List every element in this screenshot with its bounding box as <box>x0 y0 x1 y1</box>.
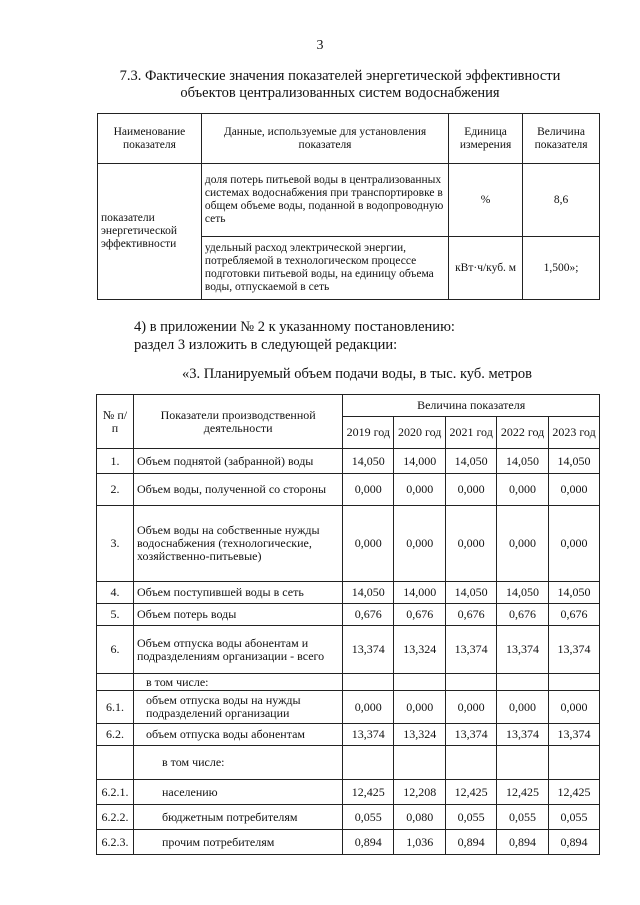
row-value: 0,000 <box>394 691 446 724</box>
row-value: 14,000 <box>394 449 446 474</box>
t1-row1-data: доля потерь питьевой воды в централизованных системах водоснабжения при транспортировке в общем объеме воды, поданной в водопроводную сеть <box>201 164 448 237</box>
row-value: 13,374 <box>549 724 600 746</box>
row-value: 0,000 <box>446 474 497 506</box>
row-value: 14,050 <box>497 582 549 604</box>
t2-year-2022: 2022 год <box>497 417 549 449</box>
t2-header-name: Показатели производственной деятельности <box>133 395 342 449</box>
row-value: 0,080 <box>394 805 446 830</box>
row-value: 14,050 <box>446 449 497 474</box>
t2-header-num: № п/п <box>97 395 134 449</box>
row-number: 6. <box>97 626 134 674</box>
row-indicator-name: Объем поднятой (забранной) воды <box>133 449 342 474</box>
row-indicator-name: Объем отпуска воды абонентам и подразделениям организации - всего <box>133 626 342 674</box>
row-value <box>549 746 600 780</box>
row-value: 12,425 <box>446 780 497 805</box>
t1-indicator-name: показатели энергетической эффективности <box>98 164 202 300</box>
row-value: 14,050 <box>497 449 549 474</box>
row-value: 14,050 <box>343 449 394 474</box>
page-number: 3 <box>316 38 324 53</box>
row-value: 12,208 <box>394 780 446 805</box>
table-row <box>97 691 600 724</box>
row-value <box>394 746 446 780</box>
row-value: 0,000 <box>394 506 446 582</box>
t2-year-2023: 2023 год <box>549 417 600 449</box>
row-value: 13,324 <box>394 626 446 674</box>
t1-header-unit: Единица измерения <box>449 114 523 164</box>
row-value: 13,374 <box>549 626 600 674</box>
row-indicator-name: Объем потерь воды <box>133 604 342 626</box>
row-value: 0,894 <box>497 830 549 855</box>
row-value: 13,374 <box>497 626 549 674</box>
table-row <box>97 830 600 855</box>
row-value: 0,000 <box>446 691 497 724</box>
row-number: 3. <box>97 506 134 582</box>
row-value: 0,055 <box>446 805 497 830</box>
row-value: 0,000 <box>549 691 600 724</box>
row-value: 0,055 <box>549 805 600 830</box>
row-value: 13,374 <box>497 724 549 746</box>
section3-title: «3. Планируемый объем подачи воды, в тыс. куб. метров <box>182 366 532 382</box>
row-value: 0,000 <box>497 506 549 582</box>
row-value: 0,055 <box>343 805 394 830</box>
row-number: 4. <box>97 582 134 604</box>
t1-header-data: Данные, используемые для установления показателя <box>201 114 448 164</box>
row-value: 12,425 <box>497 780 549 805</box>
t1-row1-value: 8,6 <box>523 164 600 237</box>
row-indicator-name: населению <box>133 780 342 805</box>
row-value: 0,894 <box>343 830 394 855</box>
row-value: 0,000 <box>394 474 446 506</box>
row-number: 6.2.3. <box>97 830 134 855</box>
row-number <box>97 674 134 691</box>
row-value: 13,374 <box>343 724 394 746</box>
row-indicator-name: Объем поступившей воды в сеть <box>133 582 342 604</box>
row-value: 0,000 <box>497 474 549 506</box>
table-row <box>97 780 600 805</box>
row-value: 0,000 <box>549 474 600 506</box>
table-row <box>97 626 600 674</box>
table-row <box>97 506 600 582</box>
row-value: 0,055 <box>497 805 549 830</box>
row-value: 14,050 <box>446 582 497 604</box>
paragraph-line2: раздел 3 изложить в следующей редакции: <box>134 337 398 353</box>
t1-header-name: Наименование показателя <box>98 114 202 164</box>
energy-efficiency-table <box>97 113 600 300</box>
table-row <box>97 674 600 691</box>
row-indicator-name: объем отпуска воды абонентам <box>133 724 342 746</box>
row-value: 0,676 <box>446 604 497 626</box>
row-number: 6.2.2. <box>97 805 134 830</box>
row-indicator-name: в том числе: <box>133 746 342 780</box>
section-title-line1: 7.3. Фактические значения показателей энергетической эффективности <box>119 68 561 84</box>
row-value: 13,374 <box>446 626 497 674</box>
row-value: 14,000 <box>394 582 446 604</box>
row-value <box>497 746 549 780</box>
row-indicator-name: в том числе: <box>133 674 342 691</box>
row-value: 0,676 <box>394 604 446 626</box>
table-row <box>97 746 600 780</box>
row-value <box>343 674 394 691</box>
row-value: 0,676 <box>549 604 600 626</box>
t2-year-2019: 2019 год <box>343 417 394 449</box>
table-row <box>97 724 600 746</box>
row-value: 0,894 <box>549 830 600 855</box>
t1-row2-value: 1,500»; <box>523 237 600 300</box>
row-number: 2. <box>97 474 134 506</box>
row-number: 6.2. <box>97 724 134 746</box>
row-number: 1. <box>97 449 134 474</box>
table-row <box>97 805 600 830</box>
row-value: 14,050 <box>343 582 394 604</box>
row-value: 1,036 <box>394 830 446 855</box>
row-value <box>497 674 549 691</box>
row-number <box>97 746 134 780</box>
t2-year-2020: 2020 год <box>394 417 446 449</box>
row-value: 0,000 <box>343 474 394 506</box>
row-indicator-name: Объем воды на собственные нужды водоснабжения (технологические, хозяйственно-питьевые) <box>133 506 342 582</box>
row-number: 5. <box>97 604 134 626</box>
row-value <box>446 674 497 691</box>
t2-header-value: Величина показателя <box>343 395 600 417</box>
t1-row1-unit: % <box>449 164 523 237</box>
row-value: 0,000 <box>497 691 549 724</box>
table-row <box>97 474 600 506</box>
row-value: 0,000 <box>343 691 394 724</box>
row-indicator-name: прочим потребителям <box>133 830 342 855</box>
row-value: 13,374 <box>446 724 497 746</box>
row-value: 0,676 <box>343 604 394 626</box>
row-indicator-name: бюджетным потребителям <box>133 805 342 830</box>
t2-year-2021: 2021 год <box>446 417 497 449</box>
paragraph-line1: 4) в приложении № 2 к указанному постановлению: <box>134 319 455 335</box>
row-value <box>394 674 446 691</box>
t1-row2-unit: кВт·ч/куб. м <box>449 237 523 300</box>
row-value: 13,374 <box>343 626 394 674</box>
row-value: 14,050 <box>549 449 600 474</box>
row-value: 0,000 <box>343 506 394 582</box>
row-value: 0,000 <box>549 506 600 582</box>
row-value <box>343 746 394 780</box>
row-number: 6.1. <box>97 691 134 724</box>
row-value: 14,050 <box>549 582 600 604</box>
row-value: 12,425 <box>343 780 394 805</box>
row-value: 12,425 <box>549 780 600 805</box>
t1-row2-data: удельный расход электрической энергии, потребляемой в технологическом процессе подготовки питьевой воды, на единицу объема воды, отпускаемой в сеть <box>201 237 448 300</box>
t1-header-value: Величина показателя <box>523 114 600 164</box>
table-row <box>97 582 600 604</box>
section-title <box>80 68 600 102</box>
row-indicator-name: Объем воды, полученной со стороны <box>133 474 342 506</box>
table-row <box>97 604 600 626</box>
row-value: 0,676 <box>497 604 549 626</box>
water-supply-table <box>96 394 600 855</box>
row-number: 6.2.1. <box>97 780 134 805</box>
row-value: 0,000 <box>446 506 497 582</box>
row-value: 13,324 <box>394 724 446 746</box>
row-value <box>446 746 497 780</box>
row-indicator-name: объем отпуска воды на нужды подразделений организации <box>133 691 342 724</box>
section-title-line2: объектов централизованных систем водоснабжения <box>180 85 500 101</box>
row-value: 0,894 <box>446 830 497 855</box>
table-row <box>97 449 600 474</box>
row-value <box>549 674 600 691</box>
